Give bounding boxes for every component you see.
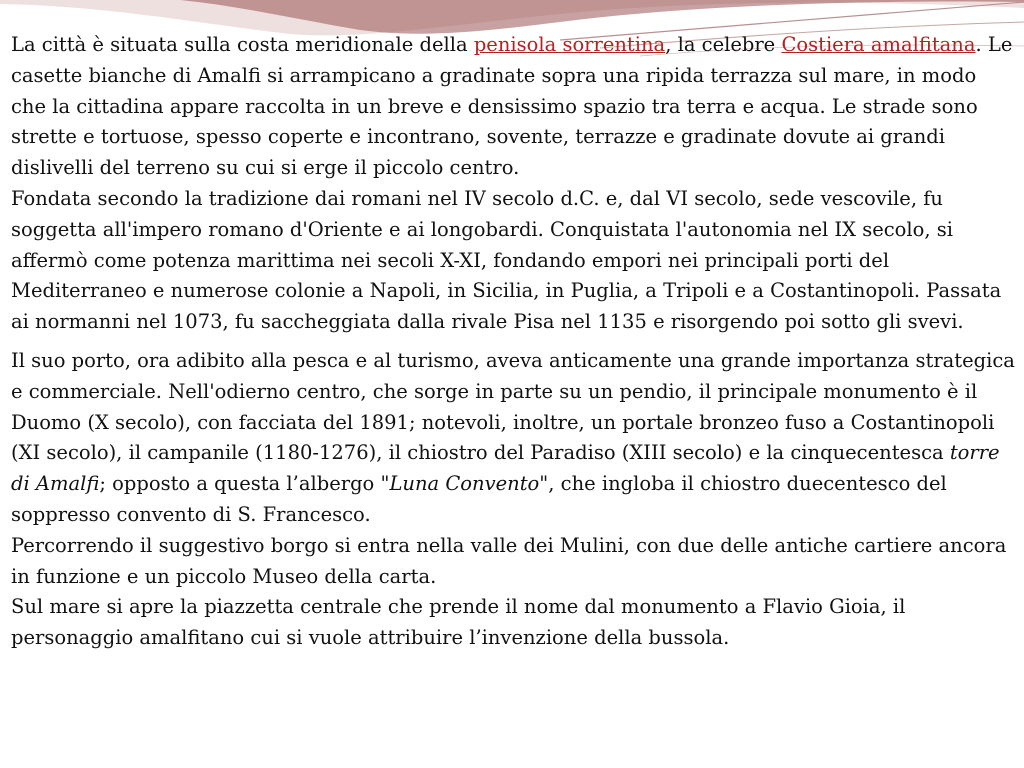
paragraph-mulini: Percorrendo il suggestivo borgo si entra nella valle dei Mulini, con due delle antiche cartiere ancora in funzione e un piccolo Museo della carta. <box>11 533 1007 588</box>
link-penisola-sorrentina[interactable]: penisola sorrentina <box>473 33 666 56</box>
paragraph-spacer <box>11 338 1017 346</box>
article-body <box>11 30 1017 654</box>
paragraph-port <box>11 346 1017 531</box>
text-segment: ; opposto a questa l’albergo " <box>99 472 390 496</box>
paragraph-history: Fondata secondo la tradizione dai romani nel IV secolo d.C. e, dal VI secolo, sede vescovile, fu soggetta all'impero romano d'Oriente e ai longobardi. Conquistata l'autonomia nel IX secolo, si affermò come potenza marittima nei secoli X-XI, fondando empori nei principali porti del Mediterraneo e numerose colonie a Napoli, in Sicilia, in Puglia, a Tripoli e a Costantinopoli. Passata ai normanni nel 1073, fu saccheggiata dalla rivale Pisa nel 1135 e risorgendo poi sotto gli svevi. <box>11 186 1002 334</box>
text-segment: , la celebre <box>665 33 782 56</box>
link-costiera-amalfitana[interactable]: Costiera amalfitana <box>781 33 976 56</box>
text-segment: Il suo porto, ora adibito alla pesca e al turismo, aveva anticamente una grande importanza strategica e commerciale. Nell'odierno centro, che sorge in parte su un pendio, il principale monumento è il Duomo (X secolo), con facciata del 1891; notevoli, inoltre, un portale bronzeo fuso a Costantinopoli (XI secolo), il campanile (1180-1276), il chiostro del Paradiso (XIII secolo) e la cinquecentesca <box>11 348 1015 465</box>
italic-torre-di-amalfi: torre di Amalfi <box>11 441 1000 496</box>
text-segment: ", che ingloba il chiostro duecentesco del soppresso convento di S. Francesco. <box>11 472 947 526</box>
paragraph-intro <box>11 30 1017 184</box>
italic-luna-convento: Luna Convento <box>389 472 540 496</box>
text-segment: . Le casette bianche di Amalfi si arrampicano a gradinate sopra una ripida terrazza sul mare, in modo che la cittadina appare raccolta in un breve e densissimo spazio tra terra e acqua. Le strade sono strette e tortuose, spesso coperte e incontrano, sovente, terrazze e gradinate dovute ai grandi dislivelli del terreno su cui si erge il piccolo centro. <box>11 33 1013 180</box>
text-segment: La città è situata sulla costa meridionale della <box>11 33 474 56</box>
paragraph-piazzetta: Sul mare si apre la piazzetta centrale che prende il nome dal monumento a Flavio Gioia, il personaggio amalfitano cui si vuole attribuire l’invenzione della bussola. <box>11 595 906 650</box>
